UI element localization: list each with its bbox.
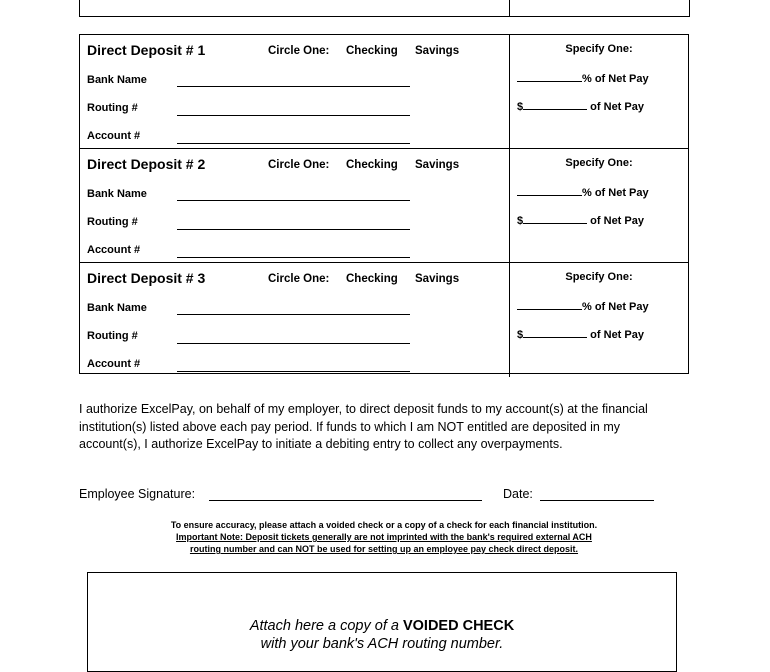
direct-deposit-table bbox=[79, 34, 689, 374]
bank-name-label: Bank Name bbox=[87, 74, 147, 86]
dollar-suffix: of Net Pay bbox=[587, 215, 644, 227]
direct-deposit-1 bbox=[80, 35, 688, 149]
checking-option[interactable]: Checking bbox=[346, 45, 398, 57]
dollar-suffix: of Net Pay bbox=[587, 101, 644, 113]
dollar-field[interactable] bbox=[523, 99, 587, 110]
routing-field[interactable] bbox=[177, 115, 410, 116]
deposit-title: Direct Deposit # 3 bbox=[87, 270, 206, 286]
bank-name-label: Bank Name bbox=[87, 302, 147, 314]
specify-label: Specify One: bbox=[565, 271, 633, 283]
percent-net-pay-row bbox=[517, 299, 649, 313]
authorization-paragraph: I authorize ExcelPay, on behalf of my employer, to direct deposit funds to my account(s) at the financial institution(s) listed above each pay period. If funds to which I am NOT entitled are deposited in my account(s), I authorize ExcelPay to initiate a debiting entry to collect any overpayments. bbox=[79, 402, 648, 451]
direct-deposit-2 bbox=[80, 148, 688, 263]
account-field[interactable] bbox=[177, 371, 410, 372]
dollar-field[interactable] bbox=[523, 327, 587, 338]
employee-signature-label: Employee Signature: bbox=[79, 487, 196, 501]
column-divider bbox=[509, 0, 510, 16]
routing-label: Routing # bbox=[87, 216, 138, 228]
bank-name-label: Bank Name bbox=[87, 188, 147, 200]
checking-option[interactable]: Checking bbox=[346, 273, 398, 285]
specify-column bbox=[509, 35, 688, 149]
important-note-line2: routing number and can NOT be used for setting up an employee pay check direct deposit. bbox=[189, 544, 579, 554]
circle-one-label: Circle One: bbox=[268, 45, 330, 57]
attach-prefix: Attach here a copy of a bbox=[249, 618, 403, 634]
dollar-prefix: $ bbox=[517, 215, 524, 227]
attach-instruction bbox=[88, 618, 676, 634]
bank-name-field[interactable] bbox=[177, 314, 410, 315]
account-label: Account # bbox=[87, 244, 141, 256]
circle-one-label: Circle One: bbox=[268, 159, 330, 171]
deposit-title: Direct Deposit # 2 bbox=[87, 156, 206, 172]
account-label: Account # bbox=[87, 358, 141, 370]
attach-instruction-line2: with your bank's ACH routing number. bbox=[260, 636, 504, 652]
savings-option[interactable]: Savings bbox=[415, 45, 460, 57]
direct-deposit-3 bbox=[80, 262, 688, 377]
deposit-title: Direct Deposit # 1 bbox=[87, 42, 206, 58]
percent-net-pay-row bbox=[517, 185, 649, 199]
account-field[interactable] bbox=[177, 257, 410, 258]
bank-name-field[interactable] bbox=[177, 200, 410, 201]
important-note-line1: Important Note: Deposit tickets generally are not imprinted with the bank's required external ACH bbox=[176, 532, 592, 542]
account-label: Account # bbox=[87, 130, 141, 142]
dollar-net-pay-row bbox=[517, 213, 644, 227]
voided-check-attachment-area bbox=[87, 572, 677, 672]
percent-net-pay-row bbox=[517, 71, 649, 85]
savings-option[interactable]: Savings bbox=[415, 159, 460, 171]
dollar-net-pay-row bbox=[517, 99, 644, 113]
date-field[interactable] bbox=[540, 500, 654, 501]
percent-suffix: % of Net Pay bbox=[582, 73, 649, 85]
percent-field[interactable] bbox=[517, 185, 582, 196]
date-label: Date: bbox=[503, 487, 533, 501]
percent-field[interactable] bbox=[517, 71, 582, 82]
routing-field[interactable] bbox=[177, 229, 410, 230]
percent-field[interactable] bbox=[517, 299, 582, 310]
dollar-prefix: $ bbox=[517, 101, 524, 113]
specify-column bbox=[509, 149, 688, 263]
specify-label: Specify One: bbox=[565, 157, 633, 169]
dollar-net-pay-row bbox=[517, 327, 644, 341]
bank-name-field[interactable] bbox=[177, 86, 410, 87]
dollar-prefix: $ bbox=[517, 329, 524, 341]
dollar-suffix: of Net Pay bbox=[587, 329, 644, 341]
specify-column bbox=[509, 263, 688, 377]
previous-section-box bbox=[79, 0, 690, 17]
routing-label: Routing # bbox=[87, 330, 138, 342]
savings-option[interactable]: Savings bbox=[415, 273, 460, 285]
accuracy-note: To ensure accuracy, please attach a voided check or a copy of a check for each financial institution. bbox=[170, 520, 598, 530]
specify-label: Specify One: bbox=[565, 43, 633, 55]
percent-suffix: % of Net Pay bbox=[582, 301, 649, 313]
dollar-field[interactable] bbox=[523, 213, 587, 224]
account-field[interactable] bbox=[177, 143, 410, 144]
circle-one-label: Circle One: bbox=[268, 273, 330, 285]
voided-check-emphasis: VOIDED CHECK bbox=[402, 618, 515, 634]
routing-field[interactable] bbox=[177, 343, 410, 344]
routing-label: Routing # bbox=[87, 102, 138, 114]
percent-suffix: % of Net Pay bbox=[582, 187, 649, 199]
checking-option[interactable]: Checking bbox=[346, 159, 398, 171]
employee-signature-field[interactable] bbox=[209, 500, 482, 501]
